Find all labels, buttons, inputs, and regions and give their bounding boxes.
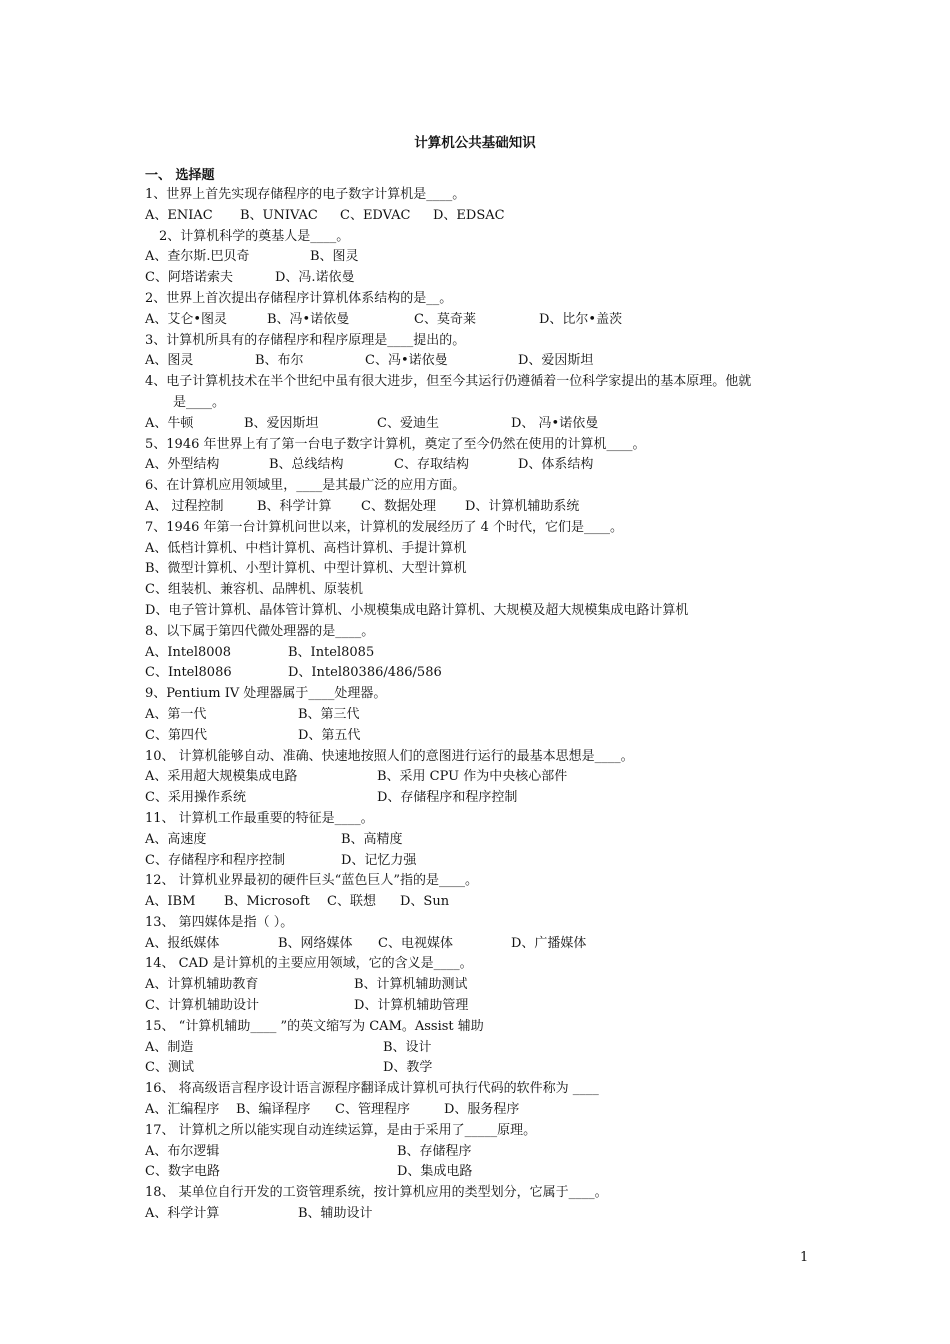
answer-option: D、教学 [383, 1060, 433, 1076]
answer-option: D、爱因斯坦 [518, 353, 594, 369]
answer-option: C、阿塔诺索夫 [145, 270, 233, 286]
options-line [145, 934, 815, 955]
answer-option: D、冯.诺依曼 [275, 270, 355, 286]
options-line [145, 414, 815, 435]
answer-option: A、 过程控制 [145, 498, 224, 514]
answer-option: B、科学计算 [257, 498, 332, 514]
answer-option: C、存取结构 [394, 457, 469, 473]
options-line [145, 1058, 815, 1079]
options-line [145, 351, 815, 372]
options-line [145, 975, 815, 996]
answer-option: D、Sun [400, 894, 450, 910]
answer-option: A、外型结构 [145, 457, 220, 473]
page-number: 1 [800, 1250, 809, 1265]
answer-option: B、存储程序 [397, 1143, 472, 1159]
options-line [145, 851, 815, 872]
question-line: 2、世界上首次提出存储程序计算机体系结构的是__。 [145, 290, 453, 306]
options-line [145, 892, 815, 913]
answer-option: D、广播媒体 [511, 935, 587, 951]
options-line [145, 206, 815, 227]
answer-option: B、图灵 [310, 249, 359, 265]
options-line [145, 788, 815, 809]
answer-option: A、科学计算 [145, 1206, 220, 1222]
question-line: 10、 计算机能够自动、准确、快速地按照人们的意图进行运行的最基本思想是____。 [145, 748, 634, 764]
options-line [145, 726, 815, 747]
options-line [145, 310, 815, 331]
answer-option: A、第一代 [145, 706, 207, 722]
answer-option: B、设计 [383, 1039, 432, 1055]
question-line: B、微型计算机、小型计算机、中型计算机、大型计算机 [145, 561, 467, 577]
question-line: 11、 计算机工作最重要的特征是____。 [145, 810, 374, 826]
answer-option: A、牛顿 [145, 415, 194, 431]
question-line: 1、世界上首先实现存储程序的电子数字计算机是____。 [145, 187, 466, 202]
answer-option: A、IBM [145, 894, 196, 910]
answer-option: B、Intel8085 [288, 644, 375, 660]
question-line: 9、Pentium IV 处理器属于____处理器。 [145, 686, 387, 702]
question-line: C、组装机、兼容机、品牌机、原装机 [145, 582, 363, 598]
answer-option: D、存储程序和程序控制 [377, 790, 518, 806]
answer-option: C、冯•诺依曼 [365, 353, 448, 369]
answer-option: C、数字电路 [145, 1164, 220, 1180]
answer-option: B、Microsoft [224, 894, 310, 910]
question-line: 是____。 [173, 394, 226, 410]
options-line [145, 1204, 815, 1225]
answer-option: B、第三代 [298, 706, 360, 722]
question-line: 17、 计算机之所以能实现自动连续运算，是由于采用了_____原理。 [145, 1122, 537, 1138]
answer-option: B、编译程序 [236, 1102, 311, 1118]
options-line [145, 996, 815, 1017]
answer-option: A、汇编程序 [145, 1102, 220, 1118]
options-line [145, 1142, 815, 1163]
answer-option: B、网络媒体 [278, 935, 353, 951]
question-line: 13、 第四媒体是指（ ）。 [145, 914, 294, 930]
answer-option: A、图灵 [145, 353, 194, 369]
answer-option: C、采用操作系统 [145, 790, 246, 806]
answer-option: A、制造 [145, 1039, 194, 1055]
answer-option: C、存储程序和程序控制 [145, 852, 285, 868]
answer-option: B、高精度 [341, 831, 403, 847]
answer-option: C、电视媒体 [378, 935, 453, 951]
answer-option: D、Intel80386/486/586 [288, 665, 442, 681]
question-line: 14、 CAD 是计算机的主要应用领域，它的含义是____。 [145, 956, 473, 972]
options-line [145, 643, 815, 664]
answer-option: D、记忆力强 [341, 852, 417, 868]
answer-option: C、测试 [145, 1060, 194, 1076]
question-line: 4、电子计算机技术在半个世纪中虽有很大进步，但至今其运行仍遵循着一位科学家提出的基本原理。他就 [145, 374, 752, 390]
answer-option: C、EDVAC [340, 207, 411, 223]
options-line [145, 497, 815, 518]
question-line: 7、1946 年第一台计算机问世以来，计算机的发展经历了 4 个时代，它们是____。 [145, 519, 624, 535]
question-line: 5、1946 年世界上有了第一台电子数字计算机，奠定了至今仍然在使用的计算机____。 [145, 436, 646, 452]
answer-option: B、辅助设计 [298, 1206, 373, 1222]
question-line: 8、以下属于第四代微处理器的是____。 [145, 623, 375, 639]
options-line [145, 455, 815, 476]
question-line: 15、 “计算机辅助____ ”的英文缩写为 CAM。Assist 辅助 [145, 1018, 484, 1034]
options-line [145, 705, 815, 726]
question-line: 16、 将高级语言程序设计语言源程序翻译成计算机可执行代码的软件称为 ____ [145, 1081, 599, 1097]
options-line [145, 767, 815, 788]
question-line: D、电子管计算机、晶体管计算机、小规模集成电路计算机、大规模及超大规模集成电路计算机 [145, 602, 689, 618]
answer-option: B、计算机辅助测试 [354, 977, 468, 993]
answer-option: A、查尔斯.巴贝奇 [145, 249, 250, 265]
question-line: 12、 计算机业界最初的硬件巨头“蓝色巨人”指的是____。 [145, 873, 478, 889]
answer-option: A、ENIAC [145, 207, 213, 223]
answer-option: C、莫奇莱 [414, 311, 476, 327]
answer-option: A、计算机辅助教育 [145, 977, 259, 993]
answer-option: B、总线结构 [269, 457, 344, 473]
options-line [145, 268, 815, 289]
answer-option: C、爱迪生 [377, 415, 439, 431]
answer-option: D、 冯•诺依曼 [511, 415, 599, 431]
options-line [145, 663, 815, 684]
options-line [145, 247, 815, 268]
answer-option: C、联想 [327, 894, 376, 910]
answer-option: B、采用 CPU 作为中央核心部件 [377, 769, 568, 785]
answer-option: A、Intel8008 [145, 644, 232, 660]
answer-option: D、集成电路 [397, 1164, 473, 1180]
options-line [145, 830, 815, 851]
question-list [145, 185, 815, 1225]
answer-option: A、报纸媒体 [145, 935, 220, 951]
answer-option: D、计算机辅助管理 [354, 998, 469, 1014]
answer-option: D、EDSAC [433, 207, 505, 223]
question-line: 18、 某单位自行开发的工资管理系统，按计算机应用的类型划分，它属于____。 [145, 1185, 608, 1201]
answer-option: C、Intel8086 [145, 665, 232, 681]
answer-option: A、布尔逻辑 [145, 1143, 220, 1159]
answer-option: D、服务程序 [444, 1102, 520, 1118]
answer-option: C、数据处理 [361, 498, 436, 514]
options-line [145, 1038, 815, 1059]
answer-option: D、计算机辅助系统 [465, 498, 580, 514]
question-line: 3、计算机所具有的存储程序和程序原理是____提出的。 [145, 332, 466, 348]
answer-option: B、UNIVAC [240, 207, 318, 223]
answer-option: D、比尔•盖茨 [539, 311, 623, 327]
answer-option: A、艾仑•图灵 [145, 311, 228, 327]
question-line: 2、计算机科学的奠基人是____。 [159, 228, 350, 244]
answer-option: B、爱因斯坦 [244, 415, 319, 431]
answer-option: C、第四代 [145, 727, 207, 743]
answer-option: D、第五代 [298, 727, 361, 743]
document-title: 计算机公共基础知识 [414, 135, 536, 151]
answer-option: B、冯•诺依曼 [267, 311, 350, 327]
options-line [145, 1100, 815, 1121]
answer-option: A、高速度 [145, 831, 207, 847]
answer-option: B、布尔 [255, 353, 304, 369]
question-line: 6、在计算机应用领域里，____是其最广泛的应用方面。 [145, 478, 466, 494]
section-heading: 一、 选择题 [145, 168, 215, 183]
answer-option: D、体系结构 [518, 457, 594, 473]
options-line [145, 1162, 815, 1183]
answer-option: A、采用超大规模集成电路 [145, 769, 298, 785]
answer-option: C、计算机辅助设计 [145, 998, 259, 1014]
question-line: A、低档计算机、中档计算机、高档计算机、手提计算机 [145, 540, 467, 556]
answer-option: C、管理程序 [335, 1102, 410, 1118]
